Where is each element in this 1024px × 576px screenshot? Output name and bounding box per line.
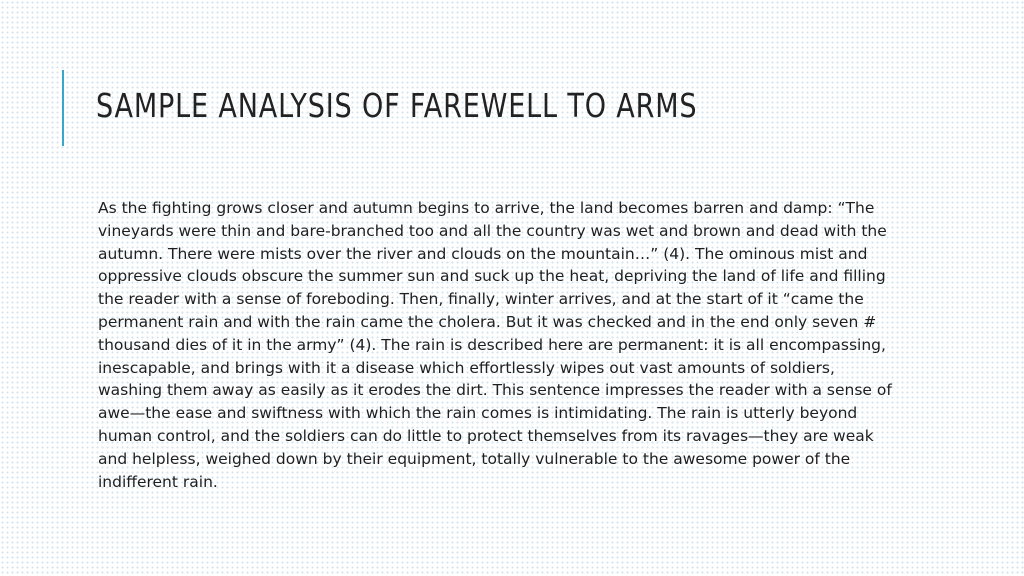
- slide-body-text: As the fighting grows closer and autumn begins to arrive, the land becomes barren and damp: “The vineyards were thin and bare-branched too and all the country was wet and brown and dead with the autumn. There were mists over the river and clouds on the mountain…” (4). The ominous mist and oppressive clouds obscure the summer sun and suck up the heat, depriving the land of life and filling the reader with a sense of foreboding. Then, finally, winter arrives, and at the start of it “came the permanent rain and with the rain came the cholera. But it was checked and in the end only seven # thousand dies of it in the army” (4). The rain is described here are permanent: it is all encompassing, inescapable, and brings with it a disease which effortlessly wipes out vast amounts of soldiers, washing them away as easily as it erodes the dirt. This sentence impresses the reader with a sense of awe—the ease and swiftness with which the rain comes is intimidating. The rain is utterly beyond human control, and the soldiers can do little to protect themselves from its ravages—they are weak and helpless, weighed down by their equipment, totally vulnerable to the awesome power of the indifferent rain.: [98, 199, 892, 491]
- title-accent-bar: [62, 70, 64, 146]
- slide-title: SAMPLE ANALYSIS OF FAREWELL TO ARMS: [96, 86, 698, 125]
